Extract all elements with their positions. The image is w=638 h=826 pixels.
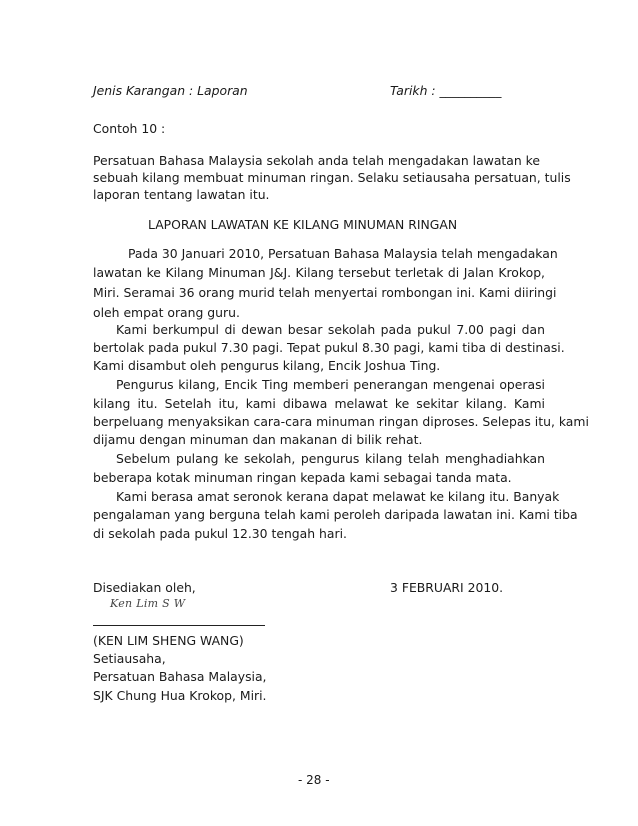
body-line: Kami berasa amat seronok kerana dapat melawat ke kilang itu. Banyak <box>116 489 560 504</box>
body-line: Kami disambut oleh pengurus kilang, Encik Joshua Ting. <box>93 358 441 373</box>
page-number: - 28 - <box>298 773 330 787</box>
body-line: berpeluang menyaksikan cara-cara minuman ringan diproses. Selepas itu, kami <box>93 414 589 429</box>
body-line: Pada 30 Januari 2010, Persatuan Bahasa Malaysia telah mengadakan <box>128 246 558 261</box>
signatory-organisation: Persatuan Bahasa Malaysia, <box>93 669 267 684</box>
date-field: Tarikh : __________ <box>390 83 502 98</box>
body-line: kilang itu. Setelah itu, kami dibawa melawat ke sekitar kilang. Kami <box>93 396 545 411</box>
signature-line <box>93 625 265 626</box>
body-line: pengalaman yang berguna telah kami peroleh daripada lawatan ini. Kami tiba <box>93 507 578 522</box>
body-line: bertolak pada pukul 7.30 pagi. Tepat pukul 8.30 pagi, kami tiba di destinasi. <box>93 340 565 355</box>
signatory-role: Setiausaha, <box>93 651 166 666</box>
handwritten-signature: Ken Lim S W <box>110 597 186 610</box>
body-line: oleh empat orang guru. <box>93 305 240 320</box>
body-line: Pengurus kilang, Encik Ting memberi penerangan mengenai operasi <box>116 377 545 392</box>
signatory-name: (KEN LIM SHENG WANG) <box>93 633 244 648</box>
example-label: Contoh 10 : <box>93 121 166 136</box>
signatory-school: SJK Chung Hua Krokop, Miri. <box>93 688 267 703</box>
body-line: Sebelum pulang ke sekolah, pengurus kilang telah menghadiahkan <box>116 451 545 466</box>
question-line: Persatuan Bahasa Malaysia sekolah anda telah mengadakan lawatan ke <box>93 153 541 168</box>
body-line: lawatan ke Kilang Minuman J&J. Kilang tersebut terletak di Jalan Krokop, <box>93 265 545 280</box>
report-title: LAPORAN LAWATAN KE KILANG MINUMAN RINGAN <box>148 217 458 232</box>
body-line: Miri. Seramai 36 orang murid telah menyertai rombongan ini. Kami diiringi <box>93 285 557 300</box>
essay-type: Jenis Karangan : Laporan <box>93 83 248 98</box>
body-line: di sekolah pada pukul 12.30 tengah hari. <box>93 526 347 541</box>
body-line: dijamu dengan minuman dan makanan di bilik rehat. <box>93 432 423 447</box>
question-line: sebuah kilang membuat minuman ringan. Selaku setiausaha persatuan, tulis <box>93 170 571 185</box>
body-line: Kami berkumpul di dewan besar sekolah pada pukul 7.00 pagi dan <box>116 322 545 337</box>
report-date: 3 FEBRUARI 2010. <box>390 580 504 595</box>
body-line: beberapa kotak minuman ringan kepada kami sebagai tanda mata. <box>93 470 512 485</box>
question-line: laporan tentang lawatan itu. <box>93 187 270 202</box>
prepared-by-label: Disediakan oleh, <box>93 580 196 595</box>
